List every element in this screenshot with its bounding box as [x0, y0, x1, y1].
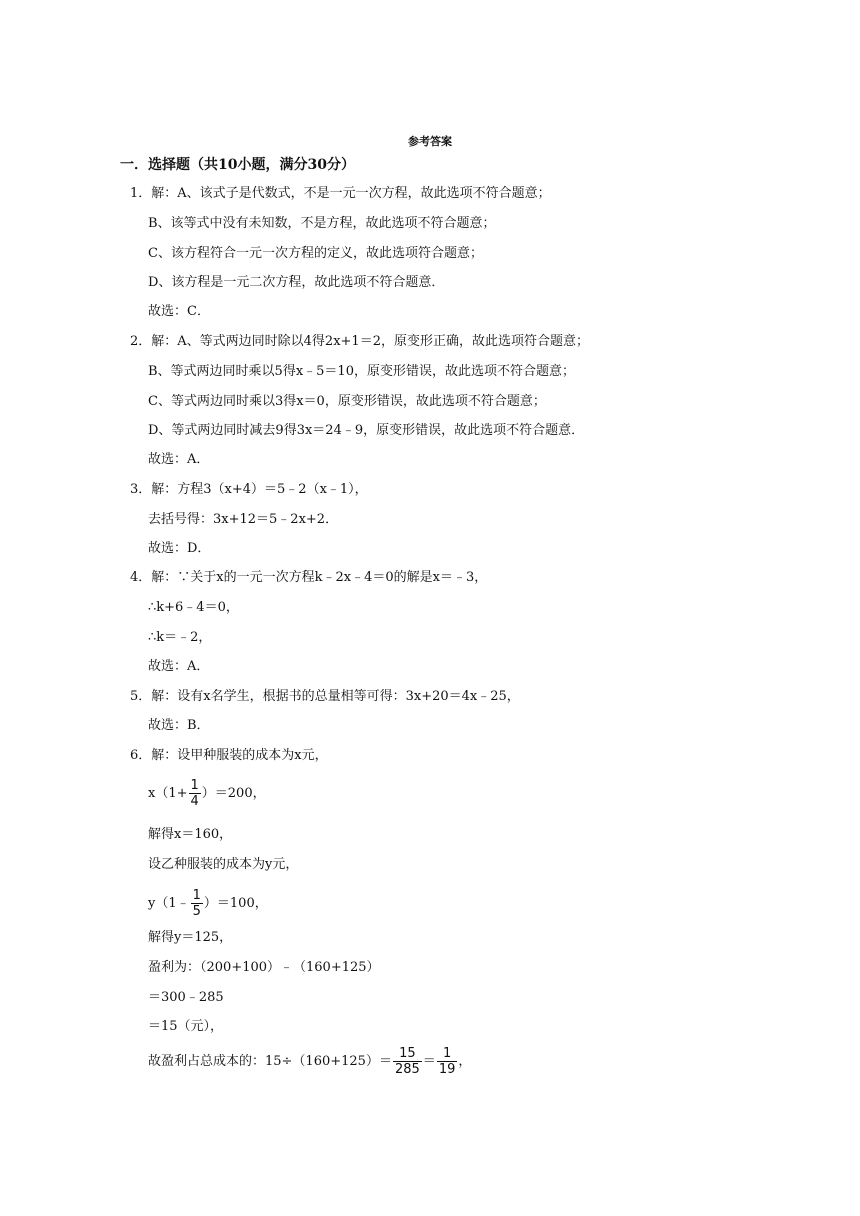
equation-suffix: ）＝200，: [201, 786, 266, 801]
answer-line: ∴k＝﹣2，: [148, 630, 212, 645]
equation-equals: ＝: [422, 1054, 436, 1069]
equation-line: [148, 1046, 471, 1077]
equation-line: [148, 888, 268, 919]
answer-line: 故选：A．: [148, 452, 210, 467]
answer-line: 3．解：方程3（x+4）＝5﹣2（x﹣1），: [130, 482, 368, 497]
fraction-numerator: 1: [192, 888, 201, 903]
answer-line: ＝300﹣285: [148, 990, 224, 1005]
answer-line: 故选：D．: [148, 541, 211, 556]
answer-line: B、等式两边同时乘以5得x﹣5＝10，原变形错误，故此选项不符合题意；: [148, 364, 575, 379]
answer-line: D、等式两边同时减去9得3x＝24﹣9，原变形错误，故此选项不符合题意．: [148, 423, 585, 438]
answer-line: 2．解：A、等式两边同时除以4得2x+1＝2，原变形正确，故此选项符合题意；: [130, 334, 589, 349]
fraction-denominator: 285: [394, 1062, 420, 1077]
equation-line: [148, 778, 266, 809]
answer-line: B、该等式中没有未知数，不是方程，故此选项不符合题意；: [148, 216, 496, 231]
fraction: [437, 1046, 458, 1077]
answer-line: 解得x＝160，: [148, 827, 233, 842]
fraction-denominator: 19: [438, 1062, 456, 1077]
answer-line: 故选：B．: [148, 718, 210, 733]
fraction-numerator: 1: [190, 778, 199, 793]
fraction: [191, 888, 203, 919]
answer-line: 设乙种服装的成本为y元，: [148, 857, 299, 872]
answer-line: 解得y＝125，: [148, 930, 233, 945]
answer-line: D、该方程是一元二次方程，故此选项不符合题意．: [148, 275, 445, 290]
page-title: 参考答案: [408, 135, 452, 148]
fraction: [189, 778, 201, 809]
answer-line: 故选：C．: [148, 304, 210, 319]
answer-line: 5．解：设有x名学生，根据书的总量相等可得：3x+20＝4x﹣25，: [130, 689, 520, 704]
equation-prefix: x（1+: [148, 786, 188, 801]
answer-line: C、等式两边同时乘以3得x＝0，原变形错误，故此选项不符合题意；: [148, 394, 546, 409]
fraction: [393, 1046, 422, 1077]
answer-line: C、该方程符合一元一次方程的定义，故此选项符合题意；: [148, 246, 483, 261]
answer-line: 4．解：∵关于x的一元一次方程k﹣2x﹣4＝0的解是x＝﹣3，: [130, 570, 488, 585]
answer-line: 故选：A．: [148, 659, 210, 674]
fraction-denominator: 4: [190, 794, 199, 809]
fraction-numerator: 1: [442, 1046, 452, 1061]
equation-suffix: ，: [458, 1054, 472, 1069]
equation-prefix: y（1﹣: [148, 896, 190, 911]
equation-suffix: ）＝100，: [203, 896, 268, 911]
answer-line: ∴k+6﹣4＝0，: [148, 600, 239, 615]
answer-line: ＝15（元），: [148, 1019, 224, 1034]
answer-line: 1．解：A、该式子是代数式，不是一元一次方程，故此选项不符合题意；: [130, 186, 551, 201]
answer-line: 6．解：设甲种服装的成本为x元，: [130, 748, 328, 763]
answer-line: 去括号得：3x+12＝5﹣2x+2．: [148, 512, 339, 527]
answer-line: 盈利为：（200+100）﹣（160+125）: [148, 960, 380, 975]
section-heading: 一．选择题（共10小题，满分30分）: [120, 157, 355, 173]
fraction-numerator: 15: [399, 1046, 416, 1061]
equation-prefix: 故盈利占总成本的：15÷（160+125）＝: [148, 1054, 392, 1069]
fraction-denominator: 5: [192, 904, 201, 919]
